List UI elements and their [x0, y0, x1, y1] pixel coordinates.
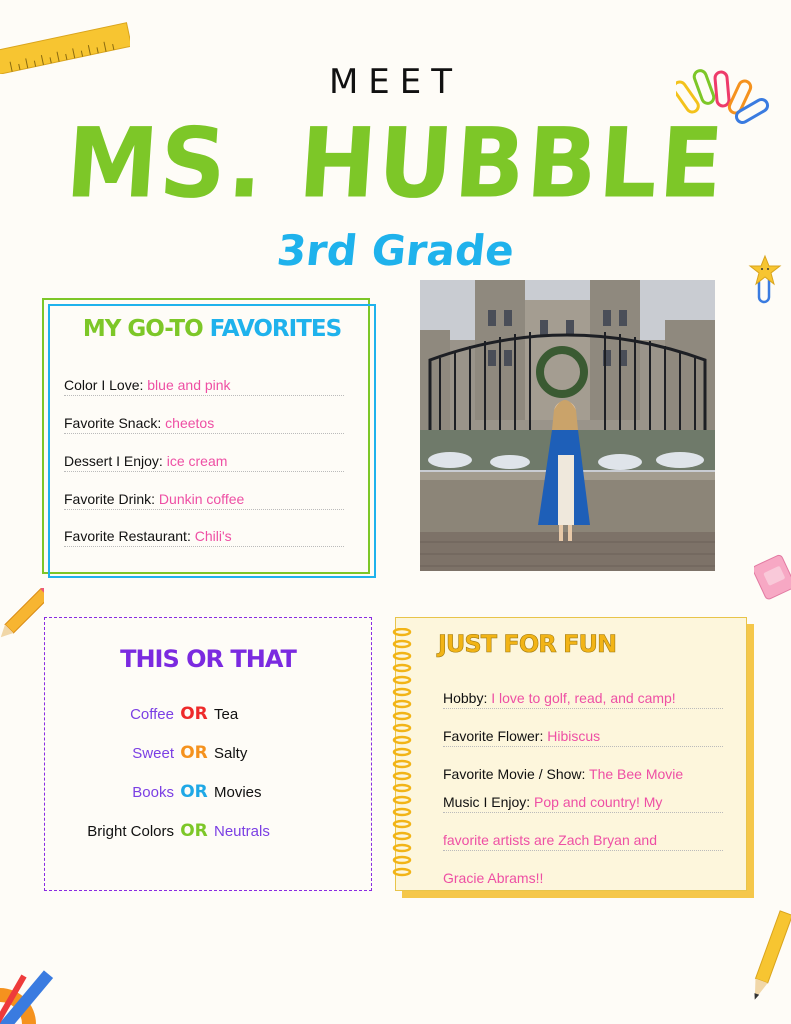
fun-item-hobby — [443, 690, 723, 709]
option-left: Bright Colors — [87, 822, 174, 840]
music-label: Music I Enjoy: — [443, 794, 535, 810]
sharpener-icon — [754, 552, 791, 604]
option-right: Neutrals — [214, 822, 270, 840]
favorite-label: Favorite Snack: — [64, 415, 166, 431]
teacher-photo — [420, 280, 715, 571]
or-label: OR — [180, 743, 208, 763]
this-or-that-row — [42, 782, 334, 802]
favorite-value: cheetos — [165, 415, 215, 431]
favorite-item — [64, 528, 344, 547]
this-or-that-row — [42, 821, 334, 841]
favorite-label: Dessert I Enjoy: — [64, 453, 167, 469]
option-left: Coffee — [130, 705, 174, 723]
fun-item-music — [443, 794, 723, 813]
flower-value: Hibiscus — [547, 728, 601, 744]
favorite-item — [64, 453, 344, 472]
or-label: OR — [180, 821, 208, 841]
teacher-name: MS. HUBBLE — [62, 107, 729, 220]
favorite-label: Favorite Restaurant: — [64, 528, 195, 544]
music-line-2: favorite artists are Zach Bryan and — [443, 832, 723, 851]
favorite-value: ice cream — [166, 453, 228, 469]
favorite-item — [64, 491, 344, 510]
pencil-icon — [0, 588, 44, 644]
this-or-that-row — [42, 743, 334, 763]
tools-icon — [0, 958, 62, 1024]
meet-heading: MEET — [328, 62, 463, 102]
music-line-3: Gracie Abrams!! — [443, 870, 544, 886]
hobby-label: Hobby: — [443, 690, 492, 706]
hobby-value: I love to golf, read, and camp! — [491, 690, 676, 706]
movie-value: The Bee Movie — [589, 766, 684, 782]
this-or-that-row — [42, 704, 334, 724]
or-label: OR — [180, 704, 208, 724]
notebook-spiral-icon — [392, 628, 412, 884]
music-line-1: Pop and country! My — [534, 794, 663, 810]
option-right: Movies — [214, 783, 262, 801]
or-label: OR — [180, 782, 208, 802]
favorites-title-part2: FAVORITES — [209, 316, 342, 342]
favorite-value: blue and pink — [147, 377, 231, 393]
favorites-title — [48, 316, 376, 342]
favorite-label: Color I Love: — [64, 377, 148, 393]
this-or-that-title: THIS OR THAT — [120, 645, 296, 673]
pencil-icon-bottom — [748, 910, 791, 1008]
grade-label: 3rd Grade — [274, 226, 517, 275]
flower-label: Favorite Flower: — [443, 728, 548, 744]
favorites-title-part1: MY GO-TO — [82, 316, 203, 342]
option-right: Tea — [214, 705, 239, 723]
favorite-item — [64, 377, 344, 396]
favorite-value: Dunkin coffee — [158, 491, 245, 507]
option-left: Sweet — [132, 744, 174, 762]
favorite-item — [64, 415, 344, 434]
favorite-label: Favorite Drink: — [64, 491, 159, 507]
movie-label: Favorite Movie / Show: — [443, 766, 590, 782]
option-right: Salty — [214, 744, 248, 762]
option-left: Books — [132, 783, 174, 801]
fun-item-flower — [443, 728, 723, 747]
photo-illustration — [420, 280, 715, 571]
fun-item-movie — [443, 766, 723, 784]
favorite-value: Chili's — [194, 528, 232, 544]
fun-title: JUST FOR FUN — [438, 630, 617, 658]
